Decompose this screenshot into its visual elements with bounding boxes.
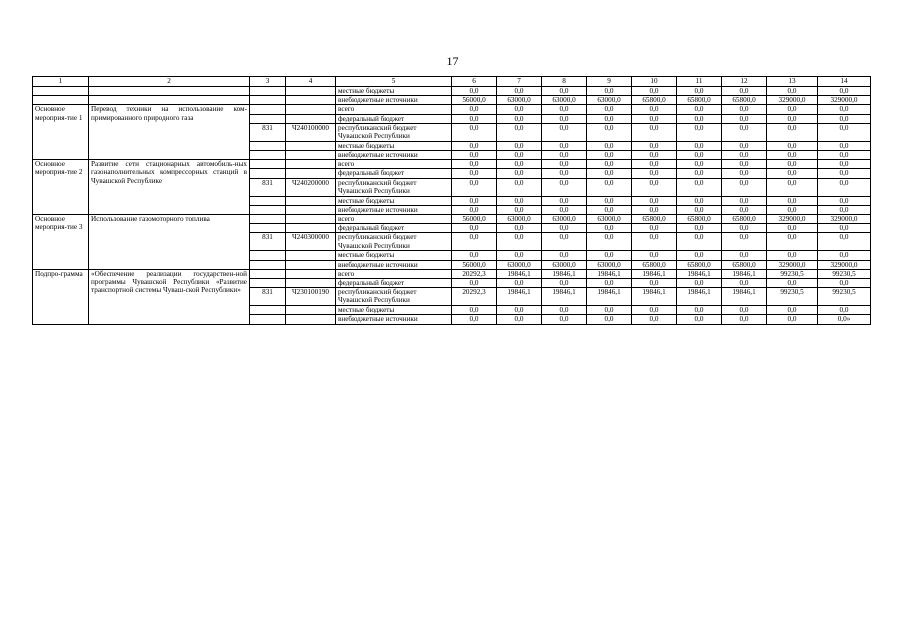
value-cell: 0,0 (632, 178, 677, 196)
value-cell: 0,0 (542, 205, 587, 214)
value-cell: 0,0 (767, 87, 818, 96)
value-cell: 0,0 (677, 151, 722, 160)
value-cell: 19846,1 (587, 269, 632, 278)
value-cell: 0,0» (818, 315, 871, 324)
code-cell (250, 87, 286, 96)
value-cell: 329000,0 (818, 215, 871, 224)
value-cell: 63000,0 (587, 260, 632, 269)
value-cell: 19846,1 (677, 269, 722, 278)
column-header: 14 (818, 77, 871, 87)
code-cell (250, 169, 286, 178)
event-name-cell: Основное мероприя-тие 2 (33, 160, 89, 215)
value-cell: 0,0 (542, 169, 587, 178)
value-cell: 0,0 (722, 251, 767, 260)
csr-cell (286, 114, 336, 123)
value-cell: 0,0 (818, 114, 871, 123)
value-cell: 329000,0 (767, 96, 818, 105)
value-cell: 0,0 (677, 178, 722, 196)
value-cell: 0,0 (452, 178, 497, 196)
value-cell: 0,0 (767, 114, 818, 123)
event-name-cell: Основное мероприя-тие 1 (33, 105, 89, 160)
value-cell: 0,0 (587, 141, 632, 150)
value-cell: 63000,0 (542, 215, 587, 224)
code-cell (250, 306, 286, 315)
code-cell (250, 215, 286, 224)
csr-cell (286, 105, 336, 114)
value-cell: 0,0 (497, 87, 542, 96)
value-cell: 63000,0 (587, 215, 632, 224)
value-cell: 63000,0 (587, 96, 632, 105)
csr-cell: Ч240100000 (286, 123, 336, 141)
value-cell: 65800,0 (722, 215, 767, 224)
csr-cell (286, 196, 336, 205)
column-header: 4 (286, 77, 336, 87)
value-cell: 0,0 (632, 160, 677, 169)
value-cell: 0,0 (632, 169, 677, 178)
value-cell: 0,0 (452, 105, 497, 114)
name-cell (33, 87, 89, 96)
source-cell: федеральный бюджет (336, 224, 452, 233)
value-cell: 0,0 (632, 224, 677, 233)
value-cell: 0,0 (632, 105, 677, 114)
value-cell: 0,0 (767, 169, 818, 178)
code-cell (250, 105, 286, 114)
value-cell: 0,0 (497, 178, 542, 196)
column-header: 3 (250, 77, 286, 87)
source-cell: федеральный бюджет (336, 169, 452, 178)
value-cell: 65800,0 (722, 260, 767, 269)
column-header: 11 (677, 77, 722, 87)
source-cell: республиканский бюджет Чувашской Республики (336, 288, 452, 306)
value-cell: 19846,1 (542, 288, 587, 306)
value-cell: 99230,5 (818, 288, 871, 306)
value-cell: 0,0 (722, 315, 767, 324)
value-cell: 0,0 (452, 87, 497, 96)
value-cell: 0,0 (587, 87, 632, 96)
csr-cell (286, 215, 336, 224)
value-cell: 19846,1 (587, 288, 632, 306)
value-cell: 63000,0 (497, 260, 542, 269)
value-cell: 65800,0 (677, 96, 722, 105)
value-cell: 19846,1 (542, 269, 587, 278)
value-cell: 0,0 (452, 160, 497, 169)
value-cell: 0,0 (587, 160, 632, 169)
value-cell: 329000,0 (818, 96, 871, 105)
value-cell: 0,0 (542, 105, 587, 114)
description-cell (89, 96, 250, 105)
code-cell (250, 96, 286, 105)
source-cell: республиканский бюджет Чувашской Республики (336, 123, 452, 141)
value-cell: 0,0 (722, 178, 767, 196)
value-cell: 0,0 (632, 114, 677, 123)
value-cell: 0,0 (677, 205, 722, 214)
value-cell: 0,0 (542, 160, 587, 169)
csr-cell (286, 96, 336, 105)
code-cell (250, 141, 286, 150)
source-cell: внебюджетные источники (336, 315, 452, 324)
value-cell: 0,0 (632, 151, 677, 160)
value-cell: 0,0 (497, 196, 542, 205)
value-cell: 0,0 (542, 196, 587, 205)
value-cell: 0,0 (497, 105, 542, 114)
csr-cell (286, 205, 336, 214)
value-cell: 0,0 (587, 105, 632, 114)
value-cell: 0,0 (587, 315, 632, 324)
value-cell: 0,0 (452, 251, 497, 260)
value-cell: 329000,0 (767, 260, 818, 269)
code-cell (250, 160, 286, 169)
column-header: 2 (89, 77, 250, 87)
value-cell: 0,0 (587, 123, 632, 141)
value-cell: 65800,0 (632, 96, 677, 105)
csr-cell (286, 160, 336, 169)
source-cell: республиканский бюджет Чувашской Республики (336, 233, 452, 251)
value-cell: 0,0 (818, 141, 871, 150)
value-cell: 0,0 (677, 105, 722, 114)
source-cell: местные бюджеты (336, 141, 452, 150)
value-cell: 0,0 (818, 160, 871, 169)
value-cell: 0,0 (587, 169, 632, 178)
value-cell: 0,0 (632, 123, 677, 141)
value-cell: 0,0 (587, 279, 632, 288)
value-cell: 0,0 (767, 306, 818, 315)
value-cell: 0,0 (497, 169, 542, 178)
source-cell: внебюджетные источники (336, 205, 452, 214)
value-cell: 0,0 (542, 315, 587, 324)
csr-cell (286, 141, 336, 150)
table-row (33, 160, 871, 169)
value-cell: 0,0 (677, 196, 722, 205)
value-cell: 0,0 (587, 196, 632, 205)
value-cell: 0,0 (542, 141, 587, 150)
value-cell: 0,0 (818, 251, 871, 260)
csr-cell (286, 306, 336, 315)
code-cell (250, 279, 286, 288)
value-cell: 0,0 (722, 114, 767, 123)
source-cell: республиканский бюджет Чувашской Республики (336, 178, 452, 196)
value-cell: 99230,5 (818, 269, 871, 278)
value-cell: 20292,3 (452, 288, 497, 306)
value-cell: 99230,5 (767, 288, 818, 306)
value-cell: 0,0 (818, 151, 871, 160)
value-cell: 329000,0 (818, 260, 871, 269)
table-row (33, 96, 871, 105)
value-cell: 0,0 (452, 196, 497, 205)
value-cell: 0,0 (818, 123, 871, 141)
code-cell (250, 260, 286, 269)
value-cell: 0,0 (722, 151, 767, 160)
source-cell: местные бюджеты (336, 251, 452, 260)
value-cell: 0,0 (452, 151, 497, 160)
value-cell: 0,0 (722, 160, 767, 169)
value-cell: 0,0 (767, 123, 818, 141)
value-cell: 0,0 (677, 233, 722, 251)
value-cell: 20292,3 (452, 269, 497, 278)
column-header: 10 (632, 77, 677, 87)
value-cell: 0,0 (767, 233, 818, 251)
value-cell: 0,0 (542, 224, 587, 233)
code-cell: 831 (250, 233, 286, 251)
event-name-cell: Подпро-грамма (33, 269, 89, 324)
header-row (33, 77, 871, 87)
column-header: 12 (722, 77, 767, 87)
value-cell: 0,0 (452, 224, 497, 233)
code-cell: 831 (250, 178, 286, 196)
csr-cell (286, 151, 336, 160)
column-header: 6 (452, 77, 497, 87)
table-row (33, 215, 871, 224)
csr-cell: Ч240300000 (286, 233, 336, 251)
value-cell: 0,0 (452, 114, 497, 123)
value-cell: 0,0 (767, 224, 818, 233)
event-description-cell: Использование газомоторного топлива (89, 215, 250, 270)
source-cell: местные бюджеты (336, 306, 452, 315)
source-cell: внебюджетные источники (336, 96, 452, 105)
value-cell: 0,0 (632, 205, 677, 214)
value-cell: 0,0 (587, 224, 632, 233)
value-cell: 0,0 (818, 169, 871, 178)
code-cell (250, 196, 286, 205)
value-cell: 65800,0 (677, 215, 722, 224)
value-cell: 0,0 (722, 233, 767, 251)
value-cell: 0,0 (587, 306, 632, 315)
value-cell: 19846,1 (722, 269, 767, 278)
value-cell: 0,0 (542, 279, 587, 288)
code-cell (250, 269, 286, 278)
value-cell: 65800,0 (722, 96, 767, 105)
value-cell: 0,0 (677, 279, 722, 288)
value-cell: 0,0 (542, 87, 587, 96)
value-cell: 65800,0 (677, 260, 722, 269)
value-cell: 0,0 (677, 87, 722, 96)
value-cell: 0,0 (818, 178, 871, 196)
source-cell: федеральный бюджет (336, 279, 452, 288)
value-cell: 0,0 (497, 160, 542, 169)
source-cell: внебюджетные источники (336, 260, 452, 269)
value-cell: 0,0 (818, 224, 871, 233)
value-cell: 65800,0 (632, 215, 677, 224)
value-cell: 0,0 (587, 178, 632, 196)
value-cell: 0,0 (722, 87, 767, 96)
code-cell (250, 151, 286, 160)
value-cell: 0,0 (587, 205, 632, 214)
value-cell: 19846,1 (677, 288, 722, 306)
value-cell: 19846,1 (722, 288, 767, 306)
value-cell: 63000,0 (542, 260, 587, 269)
value-cell: 0,0 (677, 224, 722, 233)
value-cell: 0,0 (818, 196, 871, 205)
column-header: 13 (767, 77, 818, 87)
value-cell: 0,0 (767, 279, 818, 288)
column-header: 9 (587, 77, 632, 87)
code-cell (250, 251, 286, 260)
value-cell: 0,0 (767, 178, 818, 196)
value-cell: 0,0 (542, 233, 587, 251)
code-cell (250, 315, 286, 324)
source-cell: всего (336, 269, 452, 278)
csr-cell (286, 315, 336, 324)
csr-cell (286, 269, 336, 278)
csr-cell: Ч240200000 (286, 178, 336, 196)
value-cell: 0,0 (497, 279, 542, 288)
value-cell: 0,0 (497, 251, 542, 260)
value-cell: 0,0 (497, 233, 542, 251)
value-cell: 0,0 (767, 105, 818, 114)
value-cell: 0,0 (818, 279, 871, 288)
value-cell: 0,0 (767, 141, 818, 150)
value-cell: 0,0 (818, 306, 871, 315)
value-cell: 0,0 (497, 205, 542, 214)
name-cell (33, 96, 89, 105)
value-cell: 0,0 (677, 306, 722, 315)
value-cell: 0,0 (722, 224, 767, 233)
description-cell (89, 87, 250, 96)
value-cell: 56000,0 (452, 215, 497, 224)
value-cell: 0,0 (677, 251, 722, 260)
value-cell: 63000,0 (497, 96, 542, 105)
value-cell: 0,0 (452, 141, 497, 150)
value-cell: 0,0 (452, 315, 497, 324)
value-cell: 0,0 (767, 205, 818, 214)
value-cell: 0,0 (542, 178, 587, 196)
value-cell: 0,0 (818, 87, 871, 96)
value-cell: 0,0 (767, 151, 818, 160)
value-cell: 99230,5 (767, 269, 818, 278)
value-cell: 0,0 (542, 114, 587, 123)
value-cell: 0,0 (497, 306, 542, 315)
value-cell: 0,0 (632, 233, 677, 251)
value-cell: 0,0 (677, 141, 722, 150)
value-cell: 0,0 (587, 151, 632, 160)
event-description-cell: «Обеспечение реализации государствен-ной программы Чувашской Республики «Развитие транспортной системы Чуваш-ской Республики» (89, 269, 250, 324)
value-cell: 0,0 (767, 160, 818, 169)
value-cell: 0,0 (497, 114, 542, 123)
value-cell: 0,0 (677, 315, 722, 324)
column-header: 8 (542, 77, 587, 87)
value-cell: 0,0 (722, 306, 767, 315)
value-cell: 0,0 (722, 279, 767, 288)
budget-table (32, 76, 871, 325)
event-name-cell: Основное мероприя-тие 3 (33, 215, 89, 270)
value-cell: 0,0 (632, 315, 677, 324)
value-cell: 0,0 (677, 169, 722, 178)
value-cell: 0,0 (497, 141, 542, 150)
value-cell: 0,0 (587, 233, 632, 251)
value-cell: 0,0 (497, 151, 542, 160)
value-cell: 63000,0 (542, 96, 587, 105)
value-cell: 0,0 (542, 151, 587, 160)
value-cell: 0,0 (452, 306, 497, 315)
value-cell: 63000,0 (497, 215, 542, 224)
value-cell: 19846,1 (497, 288, 542, 306)
event-description-cell: Перевод техники на использование ком-примированного природного газа (89, 105, 250, 160)
value-cell: 0,0 (452, 205, 497, 214)
value-cell: 0,0 (452, 169, 497, 178)
table-row (33, 87, 871, 96)
csr-cell: Ч230100190 (286, 288, 336, 306)
value-cell: 0,0 (542, 251, 587, 260)
value-cell: 0,0 (632, 279, 677, 288)
value-cell: 65800,0 (632, 260, 677, 269)
column-header: 7 (497, 77, 542, 87)
csr-cell (286, 260, 336, 269)
value-cell: 0,0 (818, 205, 871, 214)
value-cell: 0,0 (587, 114, 632, 123)
value-cell: 0,0 (677, 114, 722, 123)
value-cell: 19846,1 (632, 269, 677, 278)
value-cell: 0,0 (632, 196, 677, 205)
value-cell: 329000,0 (767, 215, 818, 224)
source-cell: внебюджетные источники (336, 151, 452, 160)
value-cell: 0,0 (497, 315, 542, 324)
value-cell: 0,0 (722, 105, 767, 114)
value-cell: 0,0 (632, 251, 677, 260)
value-cell: 0,0 (587, 251, 632, 260)
source-cell: всего (336, 160, 452, 169)
column-header: 5 (336, 77, 452, 87)
value-cell: 56000,0 (452, 96, 497, 105)
value-cell: 0,0 (818, 105, 871, 114)
source-cell: федеральный бюджет (336, 114, 452, 123)
csr-cell (286, 251, 336, 260)
value-cell: 0,0 (818, 233, 871, 251)
csr-cell (286, 169, 336, 178)
value-cell: 0,0 (542, 123, 587, 141)
csr-cell (286, 224, 336, 233)
value-cell: 0,0 (722, 169, 767, 178)
value-cell: 0,0 (677, 160, 722, 169)
value-cell: 0,0 (452, 233, 497, 251)
value-cell: 19846,1 (632, 288, 677, 306)
value-cell: 0,0 (677, 123, 722, 141)
value-cell: 0,0 (497, 123, 542, 141)
value-cell: 0,0 (767, 315, 818, 324)
source-cell: всего (336, 105, 452, 114)
value-cell: 0,0 (452, 123, 497, 141)
value-cell: 0,0 (767, 196, 818, 205)
event-description-cell: Развитие сети стационарных автомобиль-ных газонаполнительных компрессорных станций в Чувашской Республике (89, 160, 250, 215)
page-number: 17 (446, 54, 459, 68)
source-cell: всего (336, 215, 452, 224)
table-row (33, 269, 871, 278)
column-header: 1 (33, 77, 89, 87)
code-cell: 831 (250, 123, 286, 141)
value-cell: 0,0 (632, 306, 677, 315)
code-cell (250, 205, 286, 214)
code-cell: 831 (250, 288, 286, 306)
value-cell: 0,0 (722, 141, 767, 150)
table-row (33, 105, 871, 114)
code-cell (250, 224, 286, 233)
csr-cell (286, 87, 336, 96)
value-cell: 0,0 (452, 279, 497, 288)
value-cell: 0,0 (542, 306, 587, 315)
value-cell: 0,0 (632, 141, 677, 150)
value-cell: 0,0 (722, 123, 767, 141)
value-cell: 19846,1 (497, 269, 542, 278)
csr-cell (286, 279, 336, 288)
source-cell: местные бюджеты (336, 87, 452, 96)
value-cell: 0,0 (497, 224, 542, 233)
value-cell: 0,0 (722, 205, 767, 214)
value-cell: 56000,0 (452, 260, 497, 269)
value-cell: 0,0 (722, 196, 767, 205)
code-cell (250, 114, 286, 123)
source-cell: местные бюджеты (336, 196, 452, 205)
value-cell: 0,0 (767, 251, 818, 260)
value-cell: 0,0 (632, 87, 677, 96)
